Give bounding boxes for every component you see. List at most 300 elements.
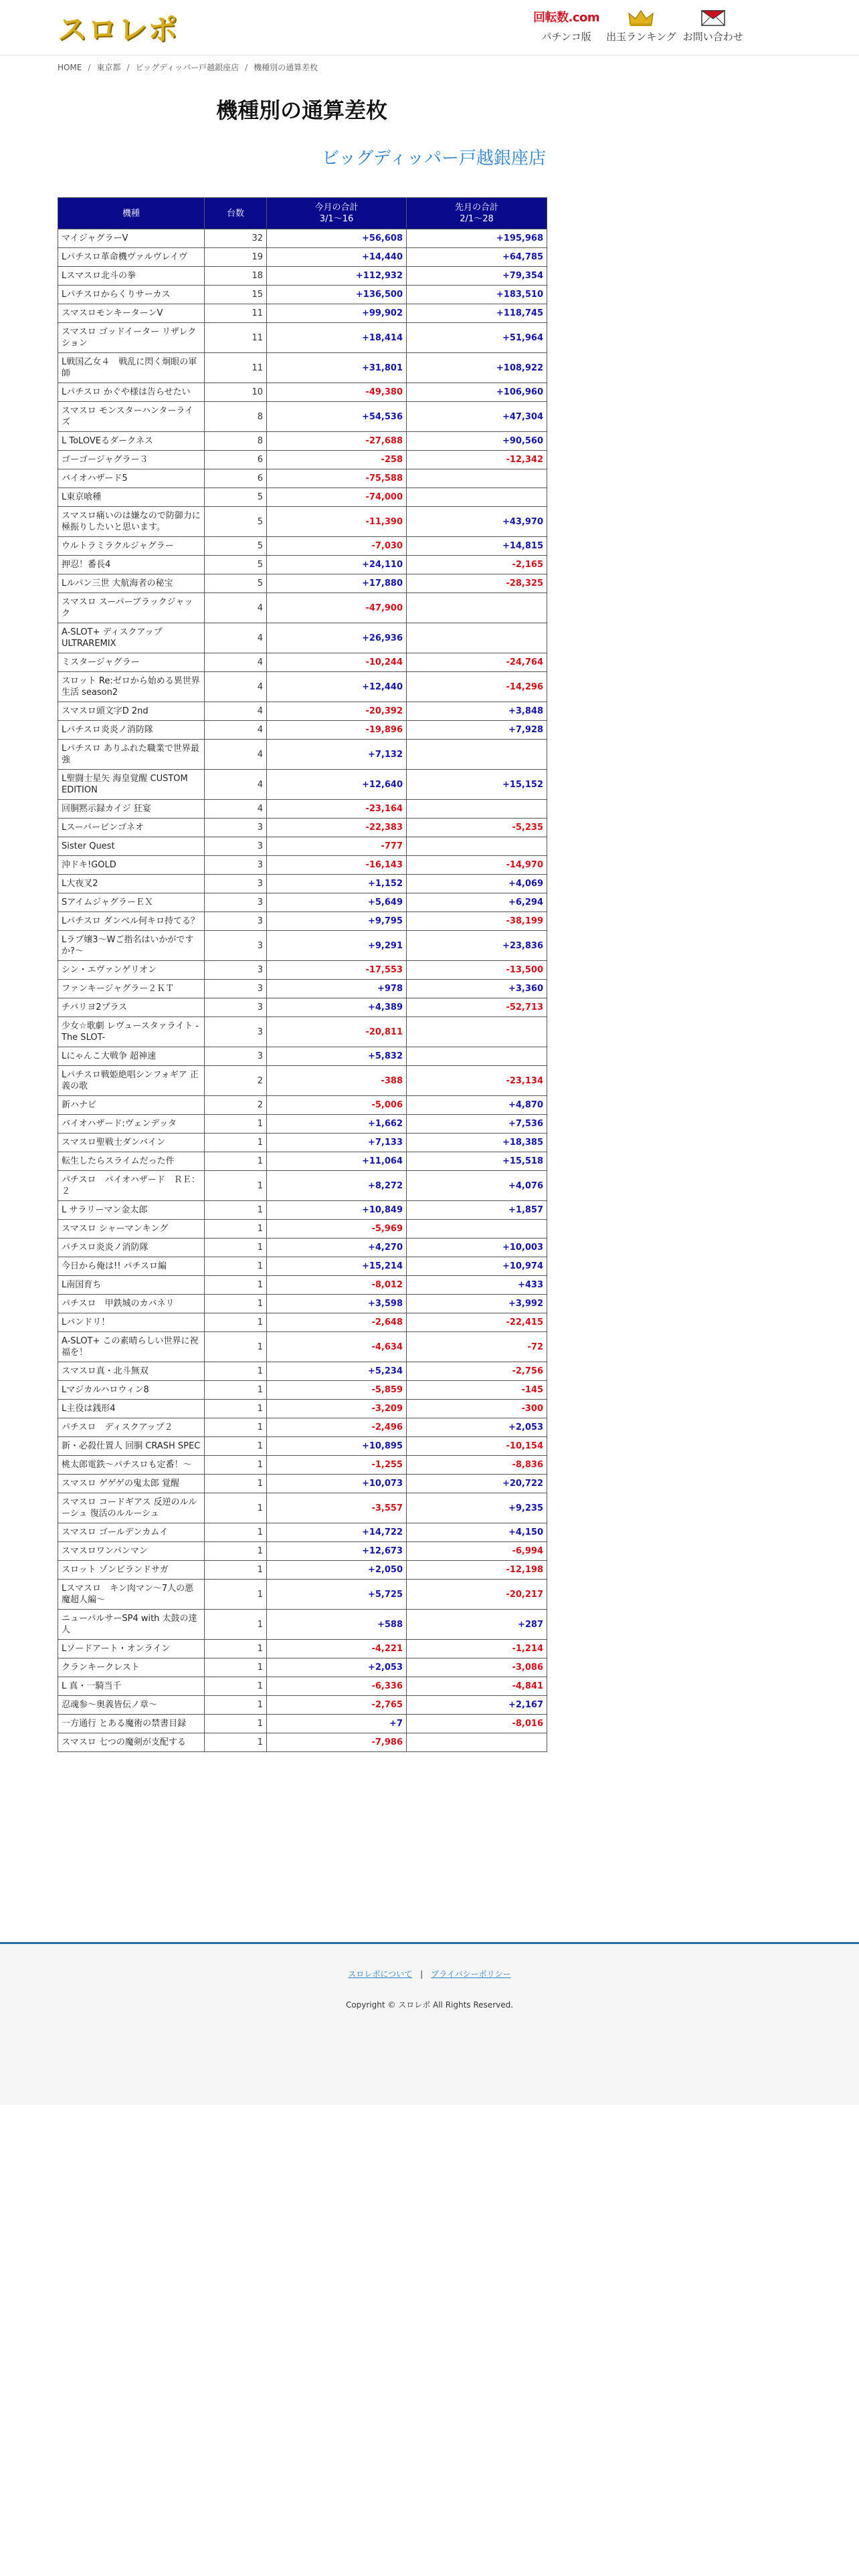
this-month-total-cell: -7,986 <box>267 1733 407 1752</box>
machine-count-cell: 4 <box>205 740 267 770</box>
machine-count-cell: 11 <box>205 304 267 323</box>
last-month-total-cell: -23,134 <box>407 1066 547 1096</box>
table-row <box>58 1493 547 1523</box>
this-month-total-cell: -3,557 <box>267 1493 407 1523</box>
this-month-total-cell: -5,859 <box>267 1381 407 1400</box>
this-month-total-cell: -6,336 <box>267 1677 407 1696</box>
last-month-total-cell: -52,713 <box>407 998 547 1017</box>
machine-name-cell: Lパチスロ ありふれた職業で世界最強 <box>58 740 205 770</box>
table-row <box>58 1362 547 1381</box>
last-month-total-cell: -1,214 <box>407 1640 547 1658</box>
last-month-total-cell: -24,764 <box>407 653 547 672</box>
this-month-total-cell: +2,053 <box>267 1658 407 1677</box>
machine-count-cell: 1 <box>205 1295 267 1313</box>
machine-name-cell: L ToLOVEるダークネス <box>58 432 205 451</box>
machine-name-cell: A-SLOT+ ディスクアップ ULTRAREMIX <box>58 623 205 653</box>
this-month-total-cell: +7,133 <box>267 1134 407 1152</box>
table-row <box>58 1437 547 1456</box>
table-row <box>58 653 547 672</box>
machine-count-cell: 1 <box>205 1171 267 1201</box>
this-month-total-cell: -22,383 <box>267 819 407 837</box>
this-month-total-cell: +5,832 <box>267 1047 407 1066</box>
this-month-total-cell: +4,270 <box>267 1239 407 1257</box>
this-month-total-cell: +136,500 <box>267 286 407 304</box>
machine-name-cell: スマスロ スーパーブラックジャック <box>58 593 205 623</box>
this-month-total-cell: +1,152 <box>267 875 407 893</box>
last-month-total-cell: -2,165 <box>407 556 547 574</box>
table-row <box>58 672 547 702</box>
header-count: 台数 <box>205 198 267 229</box>
last-month-total-cell: -12,342 <box>407 451 547 469</box>
machine-count-cell: 1 <box>205 1332 267 1362</box>
machine-name-cell: A-SLOT+ この素晴らしい世界に祝福を！ <box>58 1332 205 1362</box>
machine-name-cell: ニューパルサーSP4 with 太鼓の達人 <box>58 1610 205 1640</box>
table-body <box>58 229 547 1752</box>
machine-count-cell: 3 <box>205 912 267 931</box>
this-month-total-cell: -49,380 <box>267 383 407 402</box>
table-row <box>58 1542 547 1561</box>
table-row <box>58 323 547 353</box>
this-month-total-cell: +588 <box>267 1610 407 1640</box>
table-row <box>58 1332 547 1362</box>
machine-name-cell: 新・必殺仕置人 回胴 CRASH SPEC <box>58 1437 205 1456</box>
last-month-total-cell: +287 <box>407 1610 547 1640</box>
table-row <box>58 469 547 488</box>
machine-name-cell: Lパチスロ炎炎ノ消防隊 <box>58 721 205 740</box>
table-row <box>58 383 547 402</box>
this-month-total-cell: -8,012 <box>267 1276 407 1295</box>
table-row <box>58 800 547 819</box>
last-month-total-cell: +47,304 <box>407 402 547 432</box>
last-month-total-cell: -14,970 <box>407 856 547 875</box>
this-month-total-cell: -27,688 <box>267 432 407 451</box>
table-row <box>58 893 547 912</box>
this-month-total-cell: -47,900 <box>267 593 407 623</box>
breadcrumb-home[interactable]: HOME <box>58 63 82 72</box>
last-month-total-cell: +3,848 <box>407 702 547 721</box>
machine-count-cell: 1 <box>205 1239 267 1257</box>
table-row <box>58 1017 547 1047</box>
machine-count-cell: 1 <box>205 1437 267 1456</box>
machine-name-cell: スマスロ痛いのは嫌なので防御力に極振りしたいと思います。 <box>58 507 205 537</box>
last-month-total-cell: +4,150 <box>407 1523 547 1542</box>
this-month-total-cell: +7 <box>267 1715 407 1733</box>
machine-name-cell: ファンキージャグラー２ＫＴ <box>58 980 205 998</box>
last-month-total-cell: +3,992 <box>407 1295 547 1313</box>
last-month-total-cell: -38,199 <box>407 912 547 931</box>
table-row <box>58 1239 547 1257</box>
header-this-month-range: 3/1〜16 <box>319 214 354 224</box>
table-row <box>58 1096 547 1115</box>
table-row <box>58 721 547 740</box>
machine-name-cell: Lソードアート・オンライン <box>58 1640 205 1658</box>
machine-count-cell: 3 <box>205 980 267 998</box>
machine-count-cell: 3 <box>205 856 267 875</box>
this-month-total-cell: -17,553 <box>267 961 407 980</box>
this-month-total-cell: -4,221 <box>267 1640 407 1658</box>
table-row <box>58 912 547 931</box>
machine-count-cell: 32 <box>205 229 267 248</box>
machine-name-cell: スロット ゾンビランドサガ <box>58 1561 205 1580</box>
machine-name-cell: スマスロ ゲゲゲの鬼太郎 覚醒 <box>58 1475 205 1493</box>
table-row <box>58 1640 547 1658</box>
machine-count-cell: 5 <box>205 507 267 537</box>
machine-name-cell: Sister Quest <box>58 837 205 856</box>
site-logo[interactable]: スロレポ <box>58 13 178 47</box>
this-month-total-cell: -2,648 <box>267 1313 407 1332</box>
last-month-total-cell: +20,722 <box>407 1475 547 1493</box>
last-month-total-cell: -13,500 <box>407 961 547 980</box>
last-month-total-cell: +23,836 <box>407 931 547 961</box>
table-row <box>58 488 547 507</box>
machine-count-cell: 1 <box>205 1493 267 1523</box>
table-row <box>58 1733 547 1752</box>
table-row <box>58 353 547 383</box>
machine-name-cell: スマスロ 七つの魔剣が支配する <box>58 1733 205 1752</box>
table-row <box>58 1418 547 1437</box>
table-row <box>58 432 547 451</box>
machine-count-cell: 18 <box>205 267 267 286</box>
machine-name-cell: L サラリーマン金太郎 <box>58 1201 205 1220</box>
table-row <box>58 1201 547 1220</box>
this-month-total-cell: -20,811 <box>267 1017 407 1047</box>
this-month-total-cell: -16,143 <box>267 856 407 875</box>
last-month-total-cell: -4,841 <box>407 1677 547 1696</box>
last-month-total-cell: +2,053 <box>407 1418 547 1437</box>
last-month-total-cell: +15,152 <box>407 770 547 800</box>
table-row <box>58 1381 547 1400</box>
this-month-total-cell: +978 <box>267 980 407 998</box>
this-month-total-cell: +10,895 <box>267 1437 407 1456</box>
this-month-total-cell: -5,006 <box>267 1096 407 1115</box>
this-month-total-cell: -75,588 <box>267 469 407 488</box>
last-month-total-cell: +108,922 <box>407 353 547 383</box>
table-row <box>58 702 547 721</box>
last-month-total-cell: +43,970 <box>407 507 547 537</box>
machine-count-cell: 1 <box>205 1201 267 1220</box>
machine-count-cell: 3 <box>205 961 267 980</box>
machine-name-cell: L 真・一騎当千 <box>58 1677 205 1696</box>
table-row <box>58 1561 547 1580</box>
nav-ranking-label: 出玉ランキング <box>606 31 676 43</box>
machine-name-cell: ウルトラミラクルジャグラー <box>58 537 205 556</box>
this-month-total-cell: -3,209 <box>267 1400 407 1418</box>
table-row <box>58 1456 547 1475</box>
machine-count-cell: 4 <box>205 721 267 740</box>
this-month-total-cell: +31,801 <box>267 353 407 383</box>
this-month-total-cell: -19,896 <box>267 721 407 740</box>
machine-name-cell: スマスロ モンスターハンターライズ <box>58 402 205 432</box>
machine-count-cell: 3 <box>205 998 267 1017</box>
header-last-month <box>407 198 547 229</box>
this-month-total-cell: +11,064 <box>267 1152 407 1171</box>
footer-links <box>0 1968 859 1979</box>
nav-pachinko-label: パチンコ版 <box>541 31 591 43</box>
mail-icon <box>700 9 727 27</box>
machine-name-cell: クランキークレスト <box>58 1658 205 1677</box>
last-month-total-cell: +118,745 <box>407 304 547 323</box>
header-this-month <box>267 198 407 229</box>
table-row <box>58 1220 547 1239</box>
machine-name-cell: スマスロ聖戦士ダンバイン <box>58 1134 205 1152</box>
machine-count-cell: 19 <box>205 248 267 267</box>
this-month-total-cell: +5,725 <box>267 1580 407 1610</box>
machine-count-cell: 10 <box>205 383 267 402</box>
machine-count-cell: 3 <box>205 1047 267 1066</box>
this-month-total-cell: -10,244 <box>267 653 407 672</box>
copyright: Copyright © スロレポ All Rights Reserved. <box>345 2000 514 2010</box>
machine-count-cell: 6 <box>205 469 267 488</box>
this-month-total-cell: -258 <box>267 451 407 469</box>
machine-count-cell: 5 <box>205 488 267 507</box>
machine-count-cell: 1 <box>205 1257 267 1276</box>
last-month-total-cell <box>407 469 547 488</box>
machine-count-cell: 1 <box>205 1134 267 1152</box>
nav-contact-label: お問い合わせ <box>682 31 743 43</box>
this-month-total-cell: -2,765 <box>267 1696 407 1715</box>
machine-count-cell: 1 <box>205 1418 267 1437</box>
machine-name-cell: Lスマスロ北斗の拳 <box>58 267 205 286</box>
last-month-total-cell: -20,217 <box>407 1580 547 1610</box>
machine-count-cell: 4 <box>205 623 267 653</box>
last-month-total-cell: +79,354 <box>407 267 547 286</box>
machine-name-cell: マイジャグラーV <box>58 229 205 248</box>
table-row <box>58 1313 547 1332</box>
breadcrumb-tokyo[interactable]: 東京都 <box>96 63 121 72</box>
machine-name-cell: ゴーゴージャグラー３ <box>58 451 205 469</box>
this-month-total-cell: +4,389 <box>267 998 407 1017</box>
machine-count-cell: 1 <box>205 1400 267 1418</box>
machine-name-cell: 桃太郎電鉄〜パチスロも定番！〜 <box>58 1456 205 1475</box>
machine-name-cell: スマスロ頭文字D 2nd <box>58 702 205 721</box>
this-month-total-cell: +56,608 <box>267 229 407 248</box>
last-month-total-cell: +51,964 <box>407 323 547 353</box>
machine-count-cell: 5 <box>205 537 267 556</box>
this-month-total-cell: -11,390 <box>267 507 407 537</box>
table-row <box>58 507 547 537</box>
table-row <box>58 770 547 800</box>
last-month-total-cell: -5,235 <box>407 819 547 837</box>
machine-count-cell: 1 <box>205 1542 267 1561</box>
last-month-total-cell: +7,536 <box>407 1115 547 1134</box>
table-row <box>58 623 547 653</box>
this-month-total-cell: +3,598 <box>267 1295 407 1313</box>
last-month-total-cell: -300 <box>407 1400 547 1418</box>
machine-name-cell: Lバンドリ！ <box>58 1313 205 1332</box>
table-row <box>58 286 547 304</box>
this-month-total-cell: +10,849 <box>267 1201 407 1220</box>
machine-count-cell: 1 <box>205 1640 267 1658</box>
table-row <box>58 593 547 623</box>
machine-count-cell: 3 <box>205 875 267 893</box>
nav-contact-link[interactable] <box>683 9 743 43</box>
table-row <box>58 998 547 1017</box>
table-row <box>58 1475 547 1493</box>
machine-count-cell: 1 <box>205 1152 267 1171</box>
this-month-total-cell: +5,649 <box>267 893 407 912</box>
machine-count-cell: 3 <box>205 819 267 837</box>
machine-count-cell: 2 <box>205 1096 267 1115</box>
machine-count-cell: 4 <box>205 702 267 721</box>
this-month-total-cell: +14,440 <box>267 248 407 267</box>
last-month-total-cell: -8,836 <box>407 1456 547 1475</box>
table-row <box>58 1715 547 1733</box>
machine-name-cell: Lパチスロからくりサーカス <box>58 286 205 304</box>
machine-count-cell: 8 <box>205 402 267 432</box>
table-row <box>58 574 547 593</box>
this-month-total-cell: -20,392 <box>267 702 407 721</box>
this-month-total-cell: +9,291 <box>267 931 407 961</box>
machine-count-cell: 5 <box>205 556 267 574</box>
last-month-total-cell <box>407 1047 547 1066</box>
table-row <box>58 837 547 856</box>
last-month-total-cell: +6,294 <box>407 893 547 912</box>
machine-count-cell: 3 <box>205 931 267 961</box>
this-month-total-cell: +1,662 <box>267 1115 407 1134</box>
table-row <box>58 556 547 574</box>
page-title: 機種別の通算差枚 <box>215 98 387 123</box>
table-row <box>58 1580 547 1610</box>
machine-count-cell: 1 <box>205 1715 267 1733</box>
machine-name-cell: スマスロ シャーマンキング <box>58 1220 205 1239</box>
header-this-month-label: 今月の合計 <box>314 203 359 213</box>
machine-name-cell: Lラブ嬢3〜Wご指名はいかがですか?〜 <box>58 931 205 961</box>
machine-name-cell: バイオハザード5 <box>58 469 205 488</box>
last-month-total-cell: -2,756 <box>407 1362 547 1381</box>
table-row <box>58 856 547 875</box>
table-row <box>58 819 547 837</box>
footer-separator: | <box>420 1969 423 1979</box>
table-row <box>58 1047 547 1066</box>
last-month-total-cell: +4,076 <box>407 1171 547 1201</box>
table-row <box>58 1696 547 1715</box>
machine-name-cell: スマスロ コードギアス 反逆のルルーシュ 復活のルルーシュ <box>58 1493 205 1523</box>
machine-count-cell: 11 <box>205 353 267 383</box>
this-month-total-cell: +15,214 <box>267 1257 407 1276</box>
last-month-total-cell: -28,325 <box>407 574 547 593</box>
machine-name-cell: Lスーパービンゴネオ <box>58 819 205 837</box>
machine-count-cell: 1 <box>205 1115 267 1134</box>
table-row <box>58 1152 547 1171</box>
machine-name-cell: L戦国乙女４ 戦乱に閃く炯眼の軍師 <box>58 353 205 383</box>
machine-name-cell: 忍魂参〜奥義皆伝ノ章〜 <box>58 1696 205 1715</box>
table-row <box>58 537 547 556</box>
last-month-total-cell <box>407 1017 547 1047</box>
header-nav <box>533 9 743 43</box>
machine-count-cell: 8 <box>205 432 267 451</box>
this-month-total-cell: +12,640 <box>267 770 407 800</box>
machine-name-cell: パチスロ ディスクアップ２ <box>58 1418 205 1437</box>
last-month-total-cell: -12,198 <box>407 1561 547 1580</box>
machine-name-cell: Lスマスロ キン肉マン〜7人の悪魔超人編〜 <box>58 1580 205 1610</box>
machine-count-cell: 1 <box>205 1313 267 1332</box>
machine-count-cell: 1 <box>205 1362 267 1381</box>
machine-name-cell: 少女☆歌劇 レヴュースタァライト -The SLOT- <box>58 1017 205 1047</box>
machine-name-cell: パチスロ バイオハザード ＲＥ：２ <box>58 1171 205 1201</box>
machine-count-cell: 1 <box>205 1733 267 1752</box>
machine-count-cell: 4 <box>205 800 267 819</box>
last-month-total-cell: +2,167 <box>407 1696 547 1715</box>
machine-name-cell: 沖ドキ!GOLD <box>58 856 205 875</box>
machine-name-cell: スマスロモンキーターンV <box>58 304 205 323</box>
last-month-total-cell: +195,968 <box>407 229 547 248</box>
machine-name-cell: スマスロ真・北斗無双 <box>58 1362 205 1381</box>
breadcrumb-current: 機種別の通算差枚 <box>254 63 318 72</box>
machine-count-cell: 4 <box>205 593 267 623</box>
machine-count-cell: 1 <box>205 1677 267 1696</box>
machine-name-cell: 回胴黙示録カイジ 狂宴 <box>58 800 205 819</box>
last-month-total-cell: +106,960 <box>407 383 547 402</box>
machine-count-cell: 1 <box>205 1475 267 1493</box>
machine-name-cell: バイオハザード:ヴェンデッタ <box>58 1115 205 1134</box>
last-month-total-cell <box>407 740 547 770</box>
table-row <box>58 1658 547 1677</box>
last-month-total-cell <box>407 623 547 653</box>
last-month-total-cell: -72 <box>407 1332 547 1362</box>
header-last-month-range: 2/1〜28 <box>460 214 494 224</box>
last-month-total-cell: +90,560 <box>407 432 547 451</box>
machine-name-cell: チバリヨ2プラス <box>58 998 205 1017</box>
machine-count-cell: 11 <box>205 323 267 353</box>
this-month-total-cell: +12,440 <box>267 672 407 702</box>
this-month-total-cell: +8,272 <box>267 1171 407 1201</box>
last-month-total-cell: +10,003 <box>407 1239 547 1257</box>
nav-ranking-link[interactable] <box>606 9 676 43</box>
site-header <box>0 0 859 56</box>
table-row <box>58 451 547 469</box>
breadcrumb: HOME / 東京都 / ビッグディッパー戸越銀座店 / 機種別の通算差枚 <box>58 63 318 72</box>
machine-name-cell: スマスロワンパンマン <box>58 1542 205 1561</box>
machine-count-cell: 1 <box>205 1381 267 1400</box>
site-footer <box>0 1942 859 2105</box>
machine-name-cell: スマスロ ゴッドイーター リザレクション <box>58 323 205 353</box>
machine-count-cell: 1 <box>205 1523 267 1542</box>
last-month-total-cell: +7,928 <box>407 721 547 740</box>
breadcrumb-store[interactable]: ビッグディッパー戸越銀座店 <box>135 63 240 72</box>
header-machine: 機種 <box>58 198 205 229</box>
machine-count-cell: 1 <box>205 1580 267 1610</box>
header-last-month-label: 先月の合計 <box>454 203 498 213</box>
machine-count-cell: 4 <box>205 672 267 702</box>
last-month-total-cell: +1,857 <box>407 1201 547 1220</box>
this-month-total-cell: +14,722 <box>267 1523 407 1542</box>
machine-name-cell: ミスタージャグラー <box>58 653 205 672</box>
this-month-total-cell: +12,673 <box>267 1542 407 1561</box>
machine-name-cell: シン・エヴァンゲリオン <box>58 961 205 980</box>
this-month-total-cell: -2,496 <box>267 1418 407 1437</box>
table-row <box>58 1066 547 1096</box>
footer-about-link[interactable]: スロレポについて <box>348 1969 413 1979</box>
machine-count-cell: 5 <box>205 574 267 593</box>
machine-count-cell: 2 <box>205 1066 267 1096</box>
last-month-total-cell: -8,016 <box>407 1715 547 1733</box>
last-month-total-cell <box>407 837 547 856</box>
machine-name-cell: Lパチスロ かぐや様は告らせたい <box>58 383 205 402</box>
table-row <box>58 1523 547 1542</box>
last-month-total-cell: +10,974 <box>407 1257 547 1276</box>
nav-pachinko-link[interactable] <box>533 9 599 43</box>
last-month-total-cell: +14,815 <box>407 537 547 556</box>
table-row <box>58 1677 547 1696</box>
machine-count-cell: 1 <box>205 1696 267 1715</box>
store-name: ビッグディッパー戸越銀座店 <box>322 148 546 169</box>
machine-name-cell: スマスロ ゴールデンカムイ <box>58 1523 205 1542</box>
this-month-total-cell: -1,255 <box>267 1456 407 1475</box>
table-row <box>58 1400 547 1418</box>
machine-count-cell: 1 <box>205 1220 267 1239</box>
last-month-total-cell: +9,235 <box>407 1493 547 1523</box>
footer-privacy-link[interactable]: プライバシーポリシー <box>431 1969 511 1979</box>
